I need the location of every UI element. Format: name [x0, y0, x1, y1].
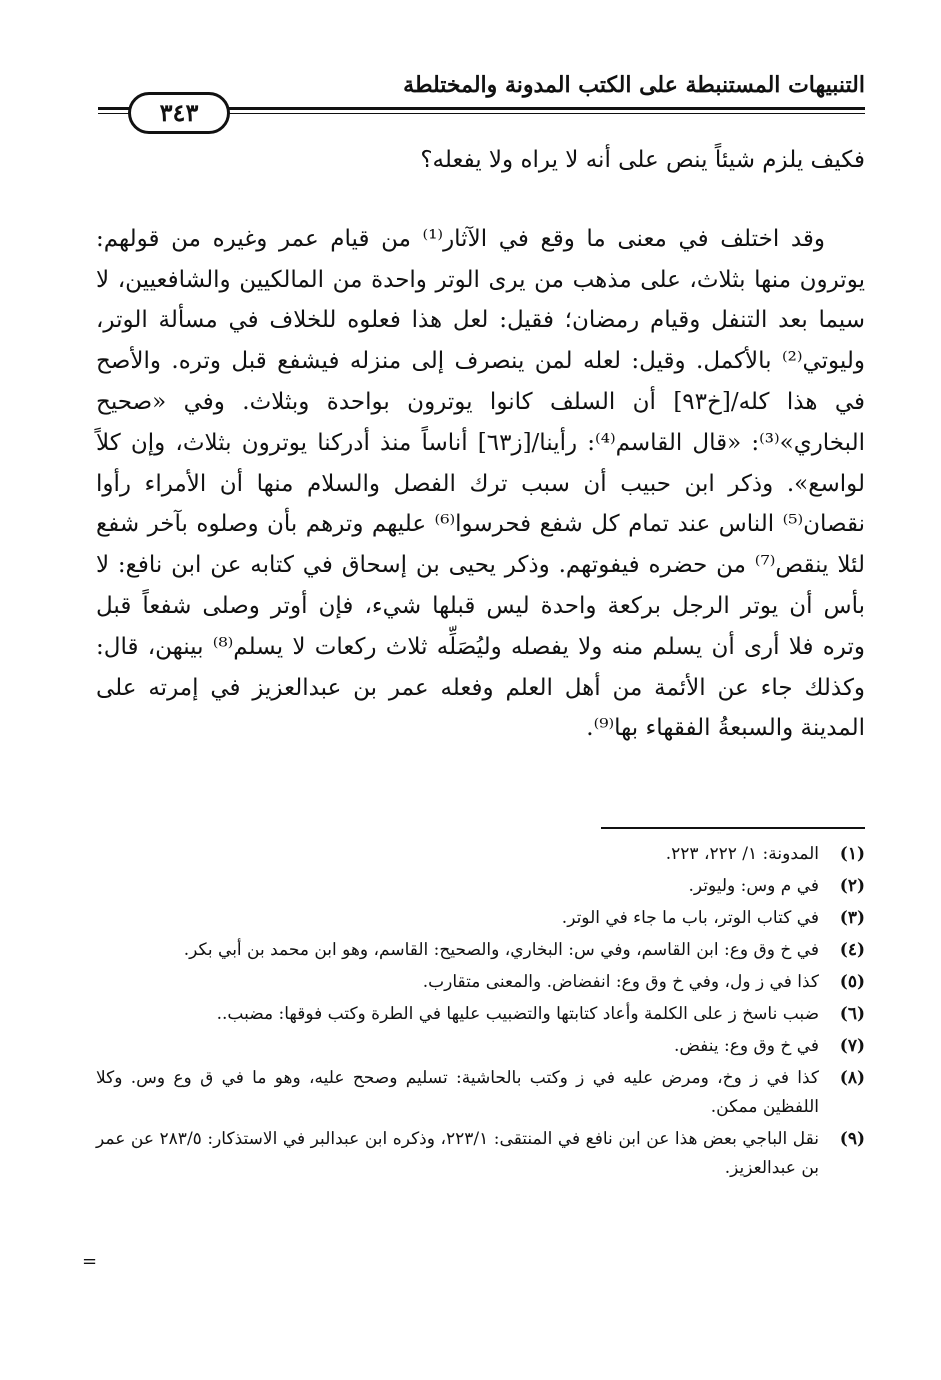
continuation-mark: =: [82, 1251, 98, 1272]
footnote-separator: [601, 827, 865, 829]
page-number: ٣٤٣: [128, 92, 230, 134]
footnote-text: في كتاب الوتر، باب ما جاء في الوتر.: [561, 908, 819, 928]
footnote-number: (٧): [839, 1036, 865, 1056]
footnote-item: [96, 968, 865, 997]
footnote-item: [96, 1032, 865, 1061]
footnote-text: نقل الباجي بعض هذا عن ابن نافع في المنتقى: ٢٢٣/١، وذكره ابن عبدالبر في الاستذكار: ٢٨٣/٥ عن عمر بن عبدالعزيز.: [96, 1129, 820, 1178]
footnotes-list: [96, 840, 865, 1186]
footnote-number: (٦): [839, 1004, 865, 1024]
footnote-number: (٥): [839, 972, 865, 992]
footnote-text: ضبب ناسخ ز على الكلمة وأعاد كتابتها والتضبيب عليها في الطرة وكتب فوقها: مضبب..: [216, 1004, 819, 1024]
footnote-item: [96, 1064, 865, 1122]
body-paragraph-1: فكيف يلزم شيئاً ينص على أنه لا يراه ولا يفعله؟: [420, 147, 865, 173]
footnote-item: [96, 1125, 865, 1183]
footnote-text: كذا في ز ول، وفي خ وق وع: انفضاض. والمعنى متقارب.: [422, 972, 819, 992]
footnote-number: (٢): [839, 876, 865, 896]
footnote-item: [96, 936, 865, 965]
running-header-title: التنبيهات المستنبطة على الكتب المدونة والمختلطة: [403, 72, 865, 98]
footnote-number: (٣): [839, 908, 865, 928]
footnote-number: (٤): [839, 940, 865, 960]
footnote-number: (٩): [839, 1129, 865, 1149]
footnote-text: في خ وق وع: ابن القاسم، وفي س: البخاري، والصحيح: القاسم، وهو ابن محمد بن أبي بكر.: [183, 940, 819, 960]
footnote-item: [96, 1000, 865, 1029]
footnote-text: في خ وق وع: ينفض.: [673, 1036, 819, 1056]
main-text: [96, 140, 865, 749]
footnote-text: كذا في ز وخ، ومرض عليه في ز وكتب بالحاشية: تسليم وصحح عليه، وهو ما في ق وع وس. وكلا اللفظين ممكن.: [96, 1068, 819, 1117]
footnote-text: في م وس: وليوتر.: [688, 876, 819, 896]
footnote-number: (١): [839, 844, 865, 864]
body-paragraph-2: وقد اختلف في معنى ما وقع في الآثار⁽¹⁾ من قيام عمر وغيره من قولهم: يوترون منها بثلاث، على مذهب من يرى الوتر واحدة من المالكيين والشافعيين، لا سيما بعد التنفل وقيام رمضان؛ فقيل: لعل هذا فعلوه للخلاف في مسألة الوتر، وليوتي⁽²⁾ بالأكمل. وقيل: لعله لمن ينصرف إلى منزله فيشفع قبل وتره. والأصح في هذا كله/[خ٩٣] أن السلف كانوا يوترون بواحدة وبثلاث. وفي «صحيح البخاري»⁽³⁾: «قال القاسم⁽⁴⁾: رأينا/[ز٦٣] أناساً منذ أدركنا يوترون بثلاث، وإن كلاً لواسع». وذكر ابن حبيب أن سبب ترك الفصل والسلام منها أن الأمراء رأوا نقصان⁽⁵⁾ الناس عند تمام كل شفع فحرسوا⁽⁶⁾ عليهم وترهم بأن وصلوه بآخر شفع لئلا ينقص⁽⁷⁾ من حضره فيفوتهم. وذكر يحيى بن إسحاق في كتابه عن ابن نافع: لا بأس أن يوتر الرجل بركعة واحدة ليس قبلها شيء، فإن أوتر وصلى شفعاً قبل وتره فلا أرى أن يسلم منه ولا يفصله وليُصَلِّه ثلاث ركعات لا يسلم⁽⁸⁾ بينهن، قال: وكذلك جاء عن الأئمة من أهل العلم وفعله عمر بن عبدالعزيز في إمرته على المدينة والسبعةُ الفقهاء بها⁽⁹⁾.: [96, 225, 865, 742]
footnote-item: [96, 840, 865, 869]
footnote-text: المدونة: ١/ ٢٢٢، ٢٢٣.: [665, 844, 819, 864]
footnote-item: [96, 872, 865, 901]
footnote-number: (٨): [839, 1068, 865, 1088]
footnote-item: [96, 904, 865, 933]
